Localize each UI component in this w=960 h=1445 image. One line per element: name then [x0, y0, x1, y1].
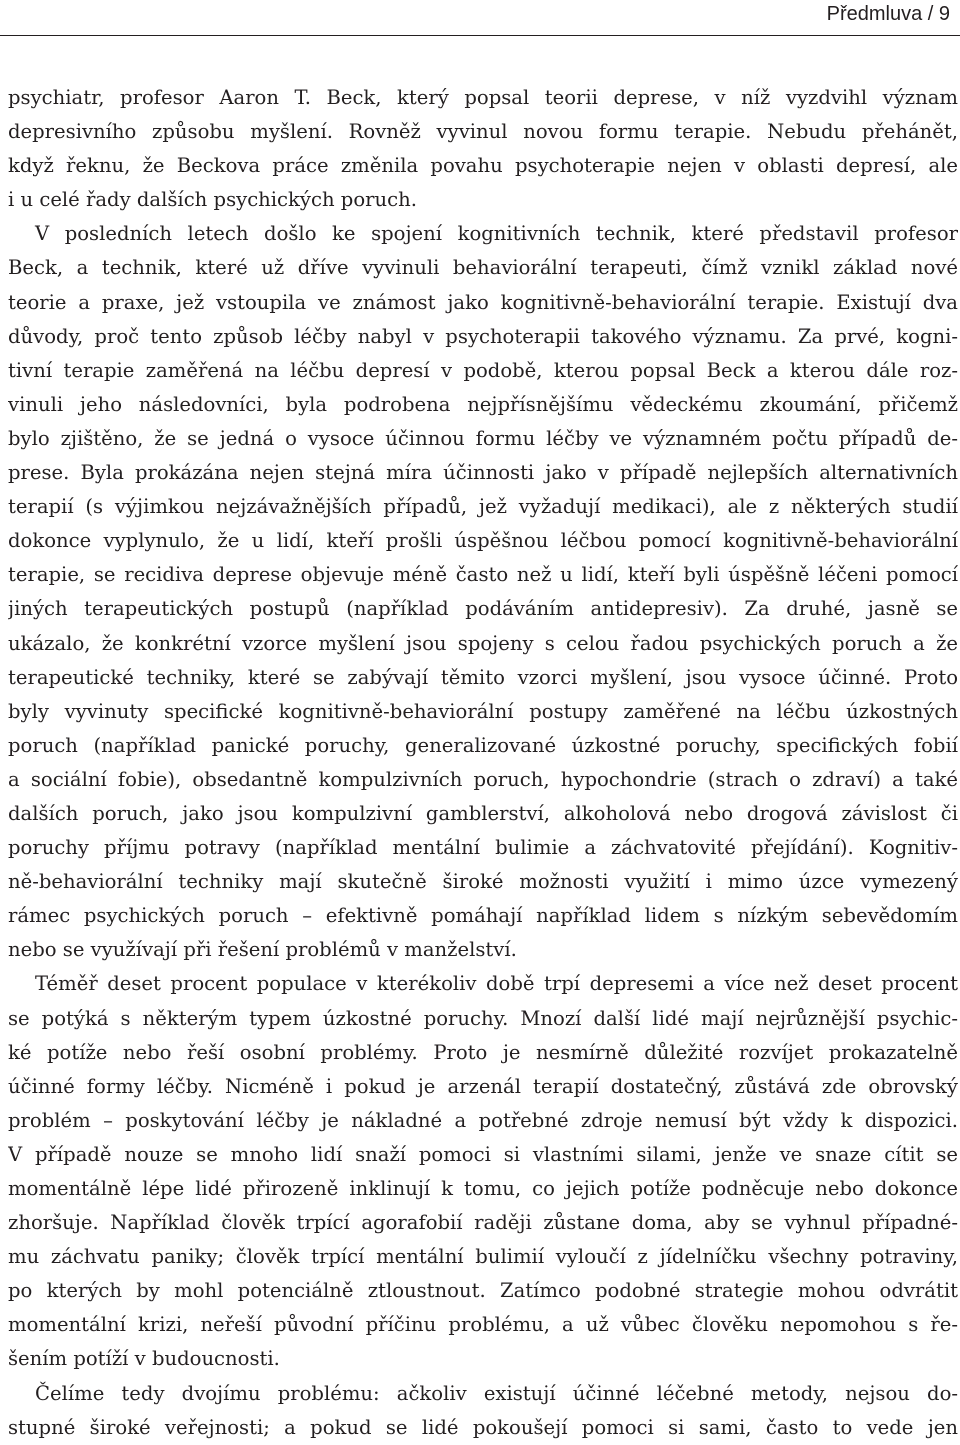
text-line: prese. Byla prokázána nejen stejná míra účinnosti jako v případě nejlepších alternativních [8, 461, 958, 485]
text-line: ukázalo, že konkrétní vzorce myšlení jsou spojeny s celou řadou psychických poruch a že [8, 631, 958, 655]
paragraph [8, 81, 958, 217]
text-line: stupné široké veřejnosti; a pokud se lidé pokoušejí pomoci si sami, často to vede jen [8, 1415, 958, 1439]
text-line: V případě nouze se mnoho lidí snaží pomoci si vlastními silami, jenže ve snaze cítit se [8, 1142, 958, 1166]
text-line: dokonce vyplynulo, že u lidí, kteří prošli úspěšnou léčbou pomocí kognitivně-behaviorální [8, 529, 958, 553]
text-line: psychiatr, profesor Aaron T. Beck, který popsal teorii deprese, v níž vyzdvihl význam [8, 86, 958, 109]
text-line: terapeutické techniky, které se zabývají těmito vzorci myšlení, jsou vysoce účinné. Proto [8, 665, 958, 689]
text-line: ně-behaviorální techniky mají skutečně široké možnosti využití i mimo úzce vymezený [8, 870, 958, 894]
text-line: účinné formy léčby. Nicméně i pokud je arzenál terapií dostatečný, zůstává zde obrovský [8, 1074, 958, 1098]
text-line: poruchy příjmu potravy (například mentální bulimie a záchvatovité přejídání). Kognitiv- [8, 836, 958, 860]
running-head [0, 0, 960, 36]
text-line: tivní terapie zaměřená na léčbu depresí v podobě, kterou popsal Beck a kterou dále roz- [8, 358, 958, 382]
text-line: dalších poruch, jako jsou kompulzivní gamblerství, alkoholová nebo drogová závislost či [8, 801, 958, 825]
text-line: vinuli jeho následovníci, byla podrobena nejpřísnějšímu vědeckému zkoumání, přičemž [8, 392, 958, 416]
text-line: Téměř deset procent populace v kterékoliv době trpí depresemi a více než deset procent [35, 972, 958, 996]
text-line: momentální krizi, neřeší původní příčinu problému, a už vůbec člověku nepomohou s ře- [8, 1313, 958, 1337]
text-line: po kterých by mohl potenciálně ztloustnout. Zatímco podobné strategie mohou odvrátit [8, 1279, 958, 1303]
paragraph [8, 967, 958, 1376]
text-line: byly vyvinuty specifické kognitivně-behaviorální postupy zaměřené na léčbu úzkostných [8, 699, 958, 723]
text-line: teorie a praxe, jež vstoupila ve známost jako kognitivně-behaviorální terapie. Existují dva [8, 290, 958, 314]
running-head-title: Předmluva / 9 [826, 3, 950, 25]
text-line: momentálně lépe lidé přirozeně inklinují k tomu, co jejich potíže podněcuje nebo dokonce [8, 1177, 958, 1200]
text-line: depresivního způsobu myšlení. Rovněž vyvinul novou formu terapie. Nebudu přehánět, [8, 120, 958, 144]
paragraph [8, 217, 958, 967]
page-body [8, 81, 958, 1443]
text-line: terapií (s výjimkou nejzávažnějších případů, jež vyžadují medikaci), ale z některých studií [8, 495, 958, 519]
text-line: když řeknu, že Beckova práce změnila povahu psychoterapie nejen v oblasti depresí, ale [8, 154, 958, 178]
text-line: poruch (například panické poruchy, generalizované úzkostné poruchy, specifických fobií [8, 733, 958, 757]
text-line: a sociální fobie), obsedantně kompulzivních poruch, hypochondrie (strach o zdraví) a také [8, 767, 958, 791]
text-line: rámec psychických poruch – efektivně pomáhají například lidem s nízkým sebevědomím [8, 904, 958, 928]
text-line: Čelíme tedy dvojímu problému: ačkoliv existují účinné léčebné metody, nejsou do- [35, 1381, 958, 1405]
text-line: Beck, a technik, které už dříve vyvinuli behaviorální terapeuti, čímž vznikl základ nové [8, 256, 958, 280]
text-line: nebo se využívají při řešení problémů v manželství. [8, 938, 517, 962]
text-line: důvody, proč tento způsob léčby nabyl v psychoterapii takového významu. Za prvé, kogni- [8, 324, 958, 348]
text-line: mu záchvatu paniky; člověk trpící mentální bulimií vyloučí z jídelníčku všechny potraviny, [8, 1245, 958, 1269]
text-line: se potýká s některým typem úzkostné poruchy. Mnozí další lidé mají nejrůznější psychic- [8, 1006, 958, 1030]
text-line: V posledních letech došlo ke spojení kognitivních technik, které představil profesor [35, 222, 958, 246]
text-line: problém – poskytování léčby je nákladné a potřebné zdroje nemusí být vždy k dispozici. [8, 1108, 958, 1132]
text-line: bylo zjištěno, že se jedná o vysoce účinnou formu léčby ve významném počtu případů de- [8, 426, 958, 450]
text-line: zhoršuje. Například člověk trpící agorafobií raději zůstane doma, aby se vyhnul případné- [8, 1211, 958, 1235]
text-line: ké potíže nebo řeší osobní problémy. Proto je nesmírně důležité rozvíjet prokazatelně [8, 1040, 958, 1064]
text-line: i u celé řady dalších psychických poruch. [8, 188, 417, 212]
paragraph [8, 1377, 958, 1443]
text-line: terapie, se recidiva deprese objevuje méně často než u lidí, kteří byli úspěšně léčeni pomocí [8, 563, 958, 587]
text-line: šením potíží v budoucnosti. [8, 1347, 280, 1371]
text-line: jiných terapeutických postupů (například podáváním antidepresiv). Za druhé, jasně se [8, 597, 958, 621]
